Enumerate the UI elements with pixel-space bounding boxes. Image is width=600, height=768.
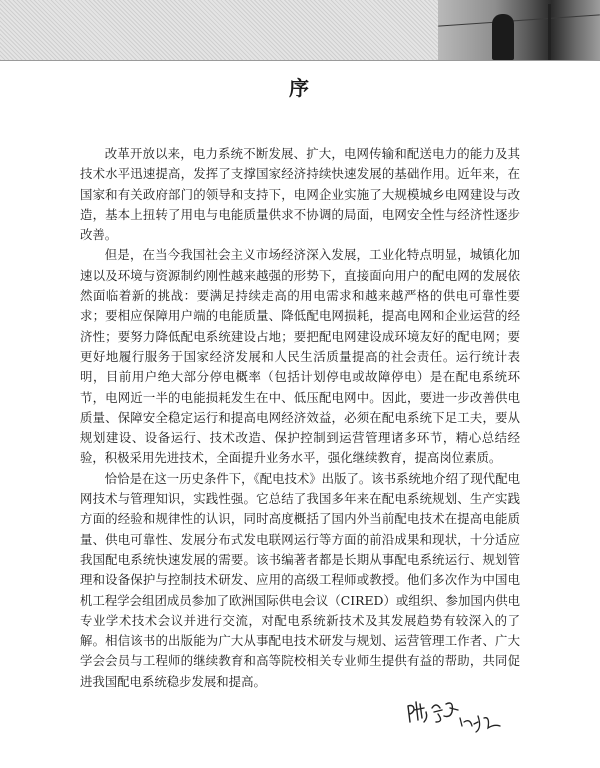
preface-body (80, 144, 520, 692)
line-worker-photo-icon (438, 0, 600, 60)
utility-pole (548, 4, 551, 60)
paragraph-1: 改革开放以来，电力系统不断发展、扩大，电网传输和配送电力的能力及其技术水平迅速提高，发挥了支撑国家经济持续快速发展的基础作用。近年来，在国家和有关政府部门的领导和支持下，电网企业实施了大规模城乡电网建设与改造，基本上扭转了用电与电能质量供求不协调的局面，电网安全性与经济性逐步改善。 (80, 146, 520, 243)
worker-silhouette (492, 14, 514, 60)
page-title: 序 (289, 76, 311, 100)
header-band (0, 0, 600, 61)
paragraph-2: 但是，在当今我国社会主义市场经济深入发展，工业化特点明显，城镇化加速以及环境与资源制约刚性越来越强的形势下，直接面向用户的配电网的发展依然面临着新的挑战：要满足持续走高的用电需求和越来越严格的供电可靠性要求；要相应保障用户端的电能质量、降低配电网损耗，提高电网和企业运营的经济性；要努力降低配电系统建设占地；要把配电网建设成环境友好的配电网；要更好地履行服务于国家经济发展和人民生活质量提高的社会责任。运行统计表明，目前用户绝大部分停电概率（包括计划停电或故障停电）是在配电系统环节，电网近一半的电能损耗发生在中、低压配电网中。因此，要进一步改善供电质量、保障安全稳定运行和提高电网经济效益，必须在配电系统下足工夫，要从规划建设、设备运行、技术改造、保护控制到运营管理诸多环节，精心总结经验，积极采用先进技术，全面提升业务水平，强化继续教育，提高岗位素质。 (80, 247, 520, 466)
paragraph-3: 恰恰是在这一历史条件下，《配电技术》出版了。该书系统地介绍了现代配电网技术与管理知识，实践性强。它总结了我国多年来在配电系统规划、生产实践方面的经验和规律性的认识，同时高度概括了国内外当前配电技术在提高电能质量、供电可靠性、发展分布式发电联网运行等方面的前沿成果和现状，十分适应我国配电系统快速发展的需要。该书编著者都是长期从事配电系统运行、规划管理和设备保护与控制技术研发、应用的高级工程师或教授。他们多次作为中国电机工程学会组团成员参加了欧洲国际供电会议（CIRED）或组织、参加国内供电专业学术技术会议并进行交流，对配电系统新技术及其发展趋势有较深入的了解。相信该书的出版能为广大从事配电技术研发与规划、运营管理工作者、广大学会会员与工程师的继续教育和高等院校相关专业师生提供有益的帮助，共同促进我国配电系统稳步发展和提高。 (80, 470, 520, 689)
power-line-wire (438, 14, 600, 26)
signature-drawing (400, 688, 540, 758)
handwritten-signature-icon (400, 688, 540, 758)
